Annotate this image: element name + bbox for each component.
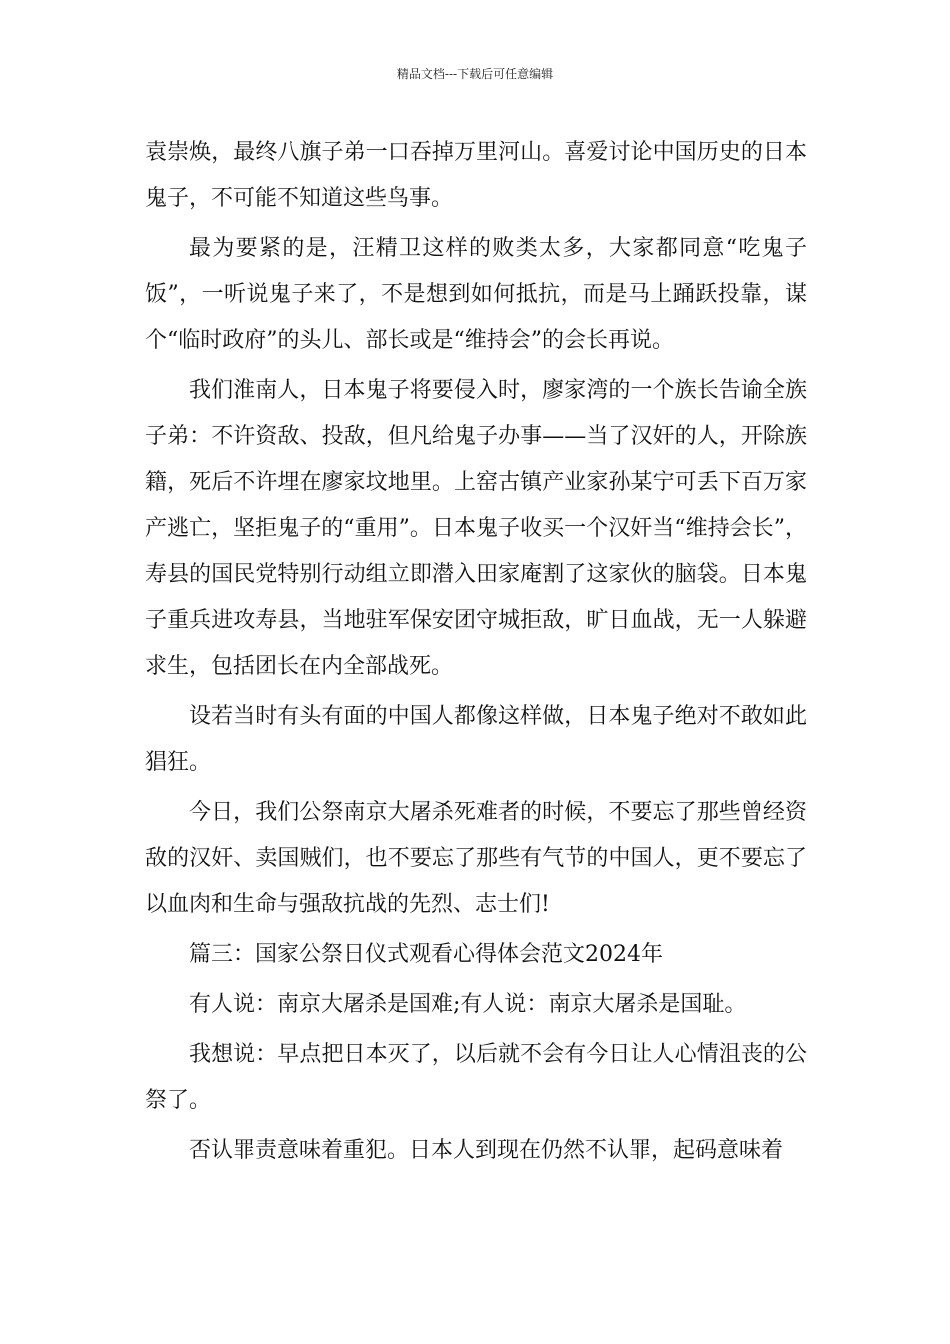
paragraph-1: 袁崇焕，最终八旗子弟一口吞掉万里河山。喜爱讨论中国历史的日本鬼子，不可能不知道这些鸟事。 bbox=[145, 140, 807, 211]
paragraph-5: 今日，我们公祭南京大屠杀死难者的时候，不要忘了那些曾经资敌的汉奸、卖国贼们，也不要忘了那些有气节的中国人，更不要忘了以血肉和生命与强敌抗战的先烈、志士们! bbox=[145, 800, 807, 917]
section-heading: 篇三：国家公祭日仪式观看心得体会范文2024年 bbox=[189, 942, 663, 967]
paragraph-7: 我想说：早点把日本灭了，以后就不会有今日让人心情沮丧的公祭了。 bbox=[145, 1042, 807, 1113]
paragraph-3: 我们淮南人，日本鬼子将要侵入时，廖家湾的一个族长告谕全族子弟：不许资敌、投敌，但凡给鬼子办事——当了汉奸的人，开除族籍，死后不许埋在廖家坟地里。上窑古镇产业家孙某宁可丢下百万家产逃亡，坚拒鬼子的“重用”。日本鬼子收买一个汉奸当“维持会长”，寿县的国民党特别行动组立即潜入田家庵割了这家伙的脑袋。日本鬼子重兵进攻寿县，当地驻军保安团守城拒敌，旷日血战，无一人躲避求生，包括团长在内全部战死。 bbox=[145, 378, 807, 679]
paragraph-6: 有人说：南京大屠杀是国难;有人说：南京大屠杀是国耻。 bbox=[189, 992, 747, 1017]
paragraph-8: 否认罪责意味着重犯。日本人到现在仍然不认罪，起码意味着 bbox=[189, 1138, 784, 1163]
page-header: 精品文档---下载后可任意编辑 bbox=[396, 67, 554, 81]
paragraph-4: 设若当时有头有面的中国人都像这样做，日本鬼子绝对不敢如此猖狂。 bbox=[145, 704, 807, 775]
document-body bbox=[145, 130, 807, 1178]
paragraph-2: 最为要紧的是，汪精卫这样的败类太多，大家都同意“吃鬼子饭”，一听说鬼子来了，不是想到如何抵抗，而是马上踊跃投靠，谋个“临时政府”的头儿、部长或是“维持会”的会长再说。 bbox=[145, 236, 807, 353]
